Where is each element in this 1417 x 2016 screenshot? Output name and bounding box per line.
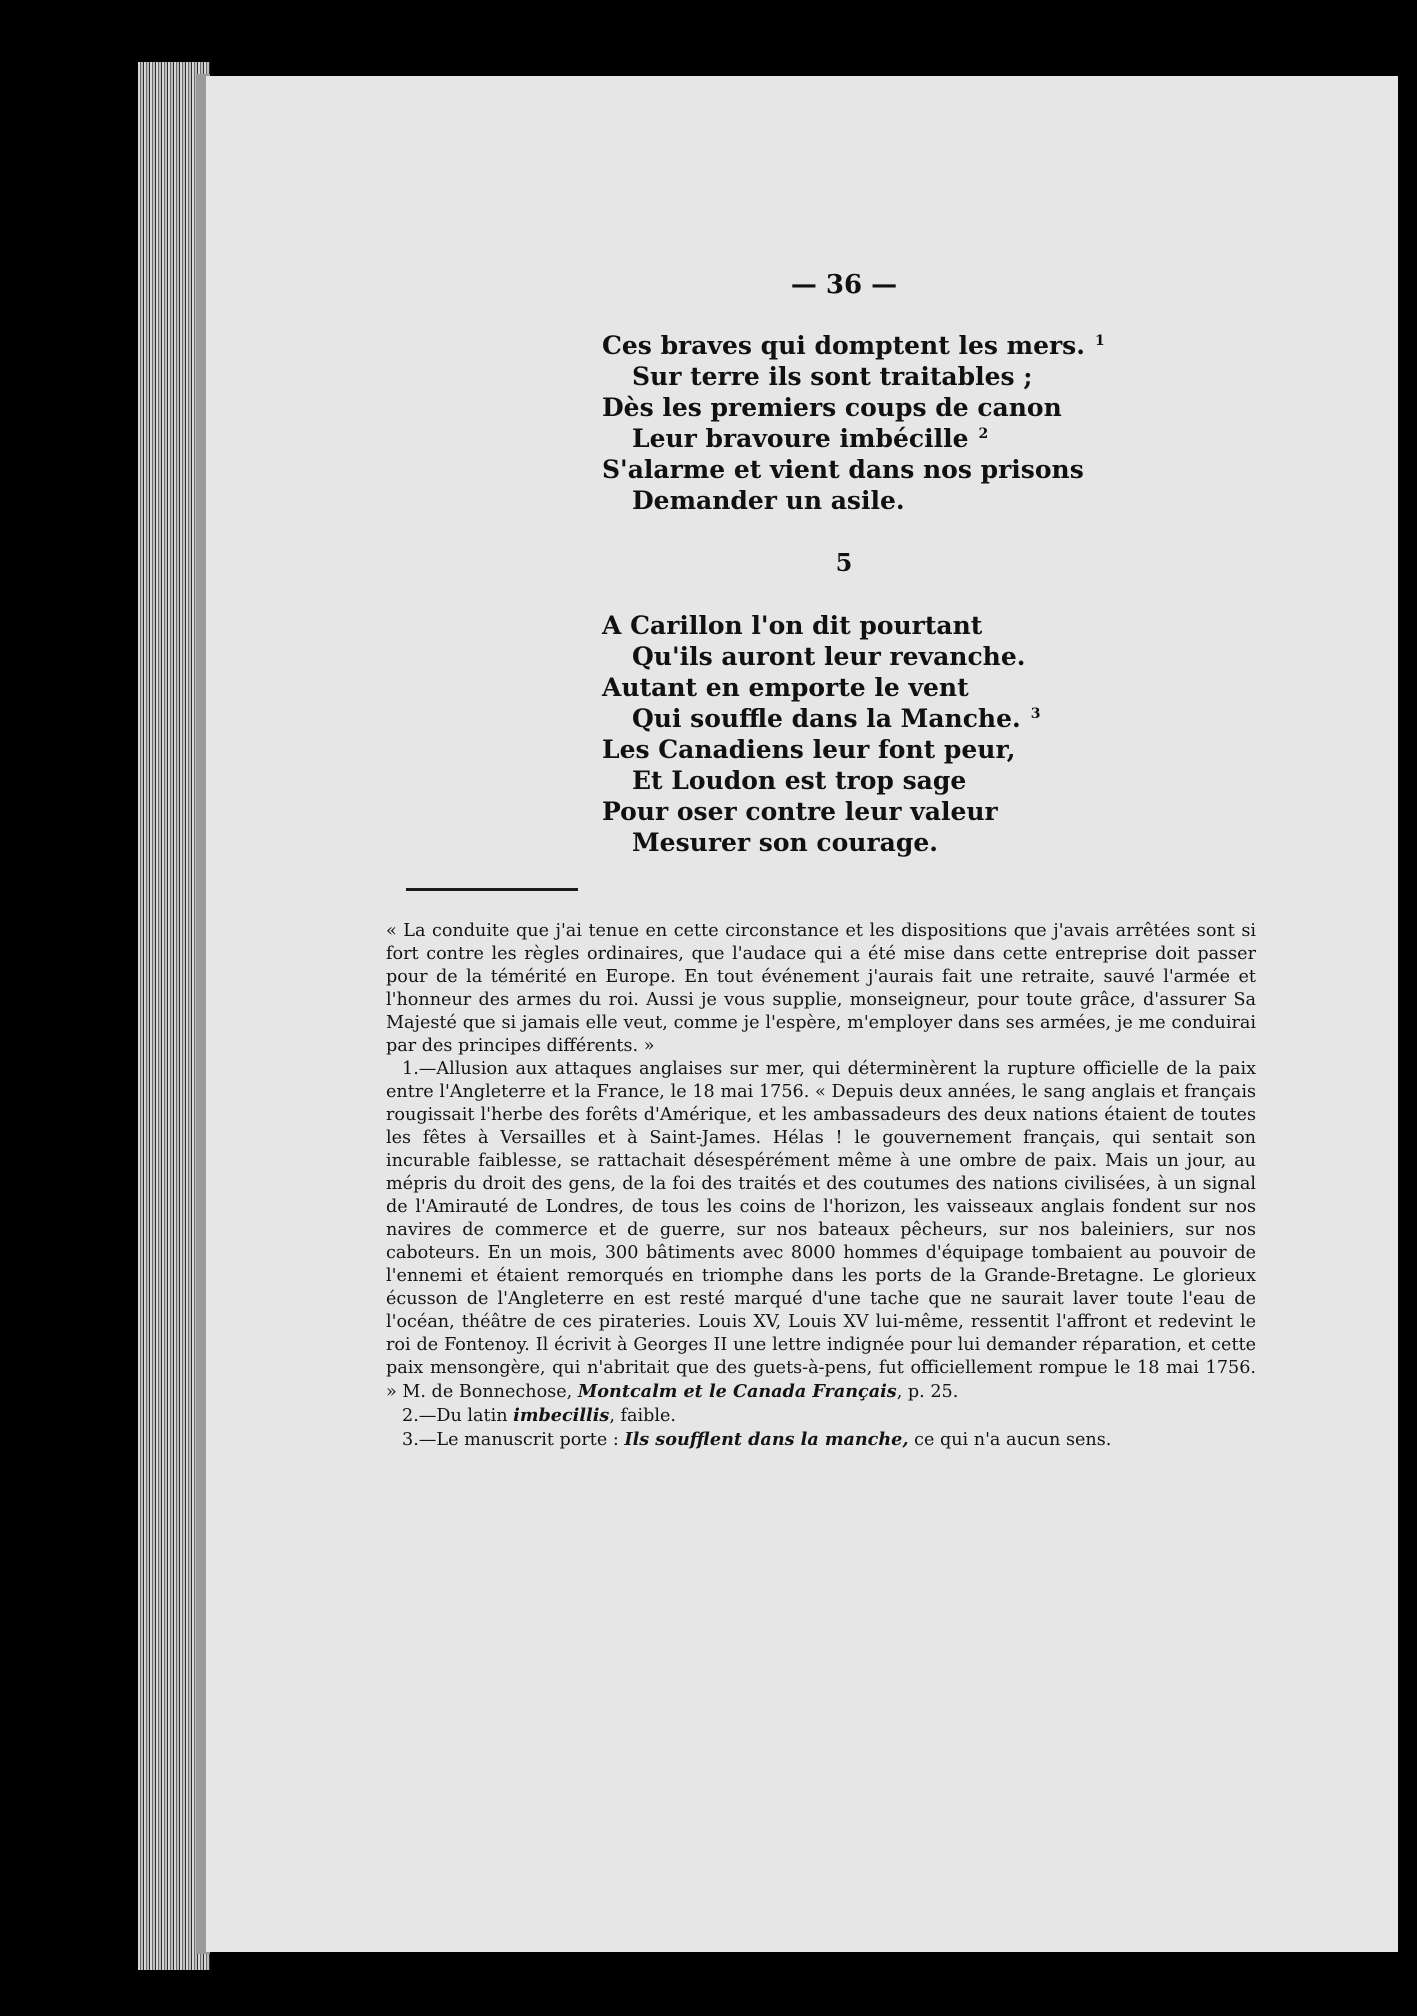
- footnote-3: [386, 1428, 1256, 1452]
- footnote-1-text: 1.—Allusion aux attaques anglaises sur mer, qui déterminèrent la rupture officielle de la paix entre l'Angleterre et la France, le 18 mai 1756. « Depuis deux années, le sang anglais et français rougissait l'herbe des forêts d'Amérique, et les ambassadeurs des deux nations étaient de toutes les fêtes à Versailles et à Saint-James. Hélas ! le gouvernement français, qui sentait son incurable faiblesse, se rattachait désespérément même à une ombre de paix. Mais un jour, au mépris du droit des gens, de la foi des traités et des coutumes des nations civilisées, à un signal de l'Amirauté de Londres, de tous les coins de l'horizon, les vaisseaux anglais fondent sur nos navires de commerce et de guerre, sur nos bateaux pêcheurs, sur nos baleiniers, sur nos caboteurs. En un mois, 300 bâtiments avec 8000 hommes d'équipage tombaient au pouvoir de l'ennemi et étaient remorqués en triomphe dans les ports de la Grande-Bretagne. Le glorieux écusson de l'Angleterre en est resté marqué d'une tache que ne saurait laver toute l'eau de l'océan, théâtre de ces pirateries. Louis XV, Louis XV lui-même, ressentit l'affront et redevint le roi de Fontenoy. Il écrivit à Georges II une lettre indignée pour lui demander réparation, et cette paix mensongère, qui n'abritait que des guets-à-pens, fut officiellement rompue le 18 mai 1756. » M. de Bonnechose,: [386, 1059, 1256, 1402]
- footnote-1-page: , p. 25.: [896, 1382, 959, 1402]
- stanza-4-continued: [602, 330, 1105, 516]
- verse-line: Sur terre ils sont traitables ;: [632, 362, 1033, 391]
- footnote-1: [386, 1058, 1256, 1404]
- verse-text: Qui souffle dans la Manche.: [632, 704, 1021, 733]
- verse-line: Mesurer son courage.: [632, 828, 938, 857]
- verse-line: [602, 703, 1040, 734]
- footnote-ref: 1: [1094, 332, 1105, 349]
- verse-line: [602, 423, 1105, 454]
- footnote-1-source: Montcalm et le Canada Français: [577, 1381, 897, 1402]
- footnote-3-prefix: 3.—Le manuscrit porte :: [402, 1430, 625, 1450]
- verse-line: Qu'ils auront leur revanche.: [632, 642, 1026, 671]
- verse-line: Demander un asile.: [632, 486, 905, 515]
- footnote-2-prefix: 2.—Du latin: [402, 1406, 514, 1426]
- verse-line: Pour oser contre leur valeur: [602, 797, 998, 826]
- verse-line: Autant en emporte le vent: [602, 673, 969, 702]
- stanza-5: [602, 610, 1040, 858]
- footnote-separator: [406, 888, 578, 891]
- verse-line: Les Canadiens leur font peur,: [602, 735, 1016, 764]
- verse-line: [602, 330, 1105, 361]
- footnote-quote: « La conduite que j'ai tenue en cette circonstance et les dispositions que j'avais arrêtées sont si fort contre les règles ordinaires, que l'audace qui a été mise dans cette entreprise doit passer pour de la témérité en Europe. En tout événement j'aurais fait une retraite, sauvé l'armée et l'honneur des armes du roi. Aussi je vous supplie, monseigneur, pour toute grâce, d'assurer Sa Majesté que si jamais elle veut, comme je l'espère, m'employer dans ses armées, je me conduirai par des principes différents. »: [386, 921, 1256, 1056]
- footnotes: [386, 920, 1256, 1452]
- verse-line: S'alarme et vient dans nos prisons: [602, 455, 1084, 484]
- verse-line: Et Loudon est trop sage: [632, 766, 967, 795]
- footnote-2: [386, 1404, 1256, 1428]
- stanza-number: 5: [835, 548, 853, 577]
- verse-line: Dès les premiers coups de canon: [602, 393, 1062, 422]
- footnote-3-suffix: ce qui n'a aucun sens.: [908, 1430, 1112, 1450]
- page-number: — 36 —: [790, 270, 898, 300]
- footnote-2-suffix: , faible.: [609, 1406, 677, 1426]
- verse-text: Ces braves qui domptent les mers.: [602, 331, 1085, 360]
- verse-line: A Carillon l'on dit pourtant: [602, 611, 983, 640]
- footnote-2-word: imbecillis: [513, 1405, 610, 1426]
- verse-text: Leur bravoure imbécille: [632, 424, 969, 453]
- footnote-ref: 2: [978, 425, 989, 442]
- footnote-ref: 3: [1030, 705, 1041, 722]
- book-page: [206, 76, 1398, 1952]
- footnote-3-quote: Ils soufflent dans la manche,: [624, 1429, 909, 1450]
